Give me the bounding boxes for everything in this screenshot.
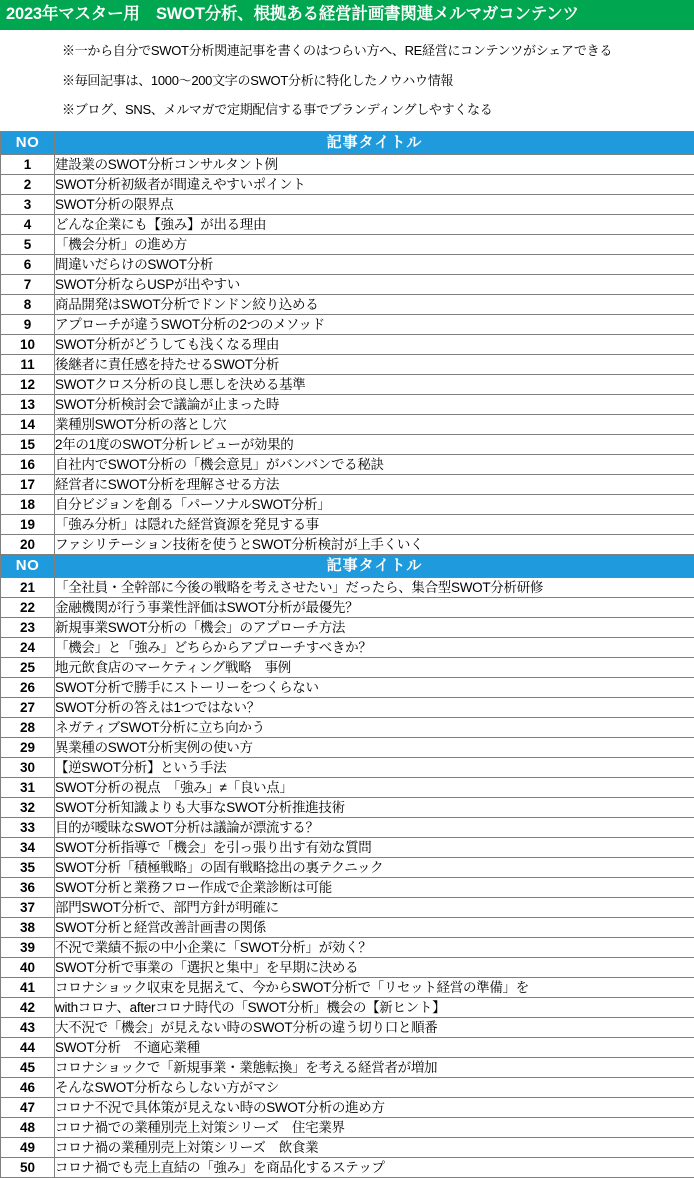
- row-article-title: コロナ禍での業種別売上対策シリーズ 住宅業界: [55, 1117, 694, 1137]
- table-row: [1, 374, 694, 394]
- row-article-title: 「機会」と「強み」どちらからアプローチすべきか？: [55, 637, 694, 657]
- table-row: [1, 254, 694, 274]
- table-row: [1, 597, 694, 617]
- row-number: 33: [1, 817, 55, 837]
- row-number: 16: [1, 454, 55, 474]
- row-article-title: 不況で業績不振の中小企業に「SWOT分析」が効く？: [55, 937, 694, 957]
- table-row: [1, 857, 694, 877]
- row-article-title: そんなSWOT分析ならしない方がマシ: [55, 1077, 694, 1097]
- row-number: 50: [1, 1157, 55, 1177]
- row-number: 19: [1, 514, 55, 534]
- table-row: [1, 214, 694, 234]
- row-article-title: 商品開発はSWOT分析でドンドン絞り込める: [55, 294, 694, 314]
- row-article-title: ネガティブSWOT分析に立ち向かう: [55, 717, 694, 737]
- row-number: 9: [1, 314, 55, 334]
- row-number: 6: [1, 254, 55, 274]
- row-number: 39: [1, 937, 55, 957]
- row-article-title: 目的が曖昧なSWOT分析は議論が漂流する？: [55, 817, 694, 837]
- row-number: 18: [1, 494, 55, 514]
- row-article-title: コロナショックで「新規事業・業態転換」を考える経営者が増加: [55, 1057, 694, 1077]
- row-article-title: コロナ禍の業種別売上対策シリーズ 飲食業: [55, 1137, 694, 1157]
- row-article-title: SWOT分析がどうしても浅くなる理由: [55, 334, 694, 354]
- row-number: 24: [1, 637, 55, 657]
- row-number: 27: [1, 697, 55, 717]
- row-number: 28: [1, 717, 55, 737]
- table-row: [1, 897, 694, 917]
- row-article-title: SWOT分析知識よりも大事なSWOT分析推進技術: [55, 797, 694, 817]
- table-row: [1, 657, 694, 677]
- table-row: [1, 777, 694, 797]
- row-article-title: アプローチが違うSWOT分析の2つのメソッド: [55, 314, 694, 334]
- table-row: [1, 717, 694, 737]
- row-number: 23: [1, 617, 55, 637]
- table-row: [1, 837, 694, 857]
- row-article-title: 2年の1度のSWOT分析レビューが効果的: [55, 434, 694, 454]
- row-number: 26: [1, 677, 55, 697]
- table-row: [1, 1077, 694, 1097]
- column-header-title: 記事タイトル: [55, 131, 694, 154]
- row-article-title: withコロナ、afterコロナ時代の「SWOT分析」機会の【新ヒント】: [55, 997, 694, 1017]
- row-article-title: 間違いだらけのSWOT分析: [55, 254, 694, 274]
- row-number: 30: [1, 757, 55, 777]
- row-number: 5: [1, 234, 55, 254]
- row-number: 21: [1, 577, 55, 597]
- row-article-title: SWOT分析と経営改善計画書の関係: [55, 917, 694, 937]
- table-row: [1, 394, 694, 414]
- row-number: 4: [1, 214, 55, 234]
- table-row: [1, 354, 694, 374]
- row-number: 48: [1, 1117, 55, 1137]
- row-article-title: SWOT分析ならUSPが出やすい: [55, 274, 694, 294]
- row-number: 10: [1, 334, 55, 354]
- row-article-title: SWOT分析指導で「機会」を引っ張り出す有効な質問: [55, 837, 694, 857]
- row-article-title: 大不況で「機会」が見えない時のSWOT分析の違う切り口と順番: [55, 1017, 694, 1037]
- row-number: 29: [1, 737, 55, 757]
- table-row: [1, 1037, 694, 1057]
- row-number: 14: [1, 414, 55, 434]
- note-line: ※一から自分でSWOT分析関連記事を書くのはつらい方へ、RE経営にコンテンツがシェアできる: [0, 36, 694, 66]
- table-row: [1, 334, 694, 354]
- row-number: 12: [1, 374, 55, 394]
- row-number: 25: [1, 657, 55, 677]
- row-number: 35: [1, 857, 55, 877]
- table-row: [1, 1117, 694, 1137]
- row-number: 32: [1, 797, 55, 817]
- row-article-title: SWOT分析初級者が間違えやすいポイント: [55, 174, 694, 194]
- row-number: 42: [1, 997, 55, 1017]
- table-row: [1, 637, 694, 657]
- row-number: 43: [1, 1017, 55, 1037]
- table-row: [1, 997, 694, 1017]
- row-number: 37: [1, 897, 55, 917]
- row-number: 1: [1, 154, 55, 174]
- table-row: [1, 757, 694, 777]
- table-row: [1, 154, 694, 174]
- row-article-title: SWOT分析の限界点: [55, 194, 694, 214]
- table-row: [1, 234, 694, 254]
- table-row: [1, 1157, 694, 1177]
- table-row: [1, 454, 694, 474]
- row-number: 38: [1, 917, 55, 937]
- table-row: [1, 917, 694, 937]
- table-row: [1, 977, 694, 997]
- row-article-title: 建設業のSWOT分析コンサルタント例: [55, 154, 694, 174]
- row-article-title: 自分ビジョンを創る「パーソナルSWOT分析」: [55, 494, 694, 514]
- table-row: [1, 174, 694, 194]
- column-header-no: NO: [1, 554, 55, 577]
- row-article-title: SWOT分析の答えは1つではない？: [55, 697, 694, 717]
- table-row: [1, 817, 694, 837]
- row-article-title: SWOT分析検討会で議論が止まった時: [55, 394, 694, 414]
- row-number: 41: [1, 977, 55, 997]
- row-number: 20: [1, 534, 55, 554]
- table-row: [1, 474, 694, 494]
- row-number: 13: [1, 394, 55, 414]
- row-number: 8: [1, 294, 55, 314]
- row-article-title: SWOT分析で事業の「選択と集中」を早期に決める: [55, 957, 694, 977]
- row-number: 22: [1, 597, 55, 617]
- row-number: 11: [1, 354, 55, 374]
- row-article-title: 後継者に責任感を持たせるSWOT分析: [55, 354, 694, 374]
- row-article-title: 金融機関が行う事業性評価はSWOT分析が最優先？: [55, 597, 694, 617]
- table-row: [1, 677, 694, 697]
- row-number: 3: [1, 194, 55, 214]
- row-number: 7: [1, 274, 55, 294]
- row-article-title: 業種別SWOT分析の落とし穴: [55, 414, 694, 434]
- column-header-no: NO: [1, 131, 55, 154]
- row-article-title: 「全社員・全幹部に今後の戦略を考えさせたい」だったら、集合型SWOT分析研修: [55, 577, 694, 597]
- row-article-title: SWOT分析「積極戦略」の固有戦略捻出の裏テクニック: [55, 857, 694, 877]
- row-article-title: SWOT分析の視点 「強み」≠「良い点」: [55, 777, 694, 797]
- row-number: 45: [1, 1057, 55, 1077]
- row-number: 40: [1, 957, 55, 977]
- table-row: [1, 494, 694, 514]
- row-article-title: SWOT分析で勝手にストーリーをつくらない: [55, 677, 694, 697]
- table-row: [1, 414, 694, 434]
- row-article-title: 部門SWOT分析で、部門方針が明確に: [55, 897, 694, 917]
- table-row: [1, 274, 694, 294]
- note-line: ※毎回記事は、1000〜200文字のSWOT分析に特化したノウハウ情報: [0, 66, 694, 96]
- table-row: [1, 194, 694, 214]
- row-article-title: 「強み分析」は隠れた経営資源を発見する事: [55, 514, 694, 534]
- table-row: [1, 294, 694, 314]
- note-line: ※ブログ、SNS、メルマガで定期配信する事でブランディングしやすくなる: [0, 95, 694, 125]
- row-number: 44: [1, 1037, 55, 1057]
- table-row: [1, 1137, 694, 1157]
- row-number: 15: [1, 434, 55, 454]
- row-article-title: コロナ禍でも売上直結の「強み」を商品化するステップ: [55, 1157, 694, 1177]
- table-row: [1, 797, 694, 817]
- row-number: 17: [1, 474, 55, 494]
- page-title: 2023年マスター用 SWOT分析、根拠ある経営計画書関連メルマガコンテンツ: [0, 0, 694, 30]
- table-header-row: [1, 554, 694, 577]
- table-row: [1, 957, 694, 977]
- row-article-title: ファシリテーション技術を使うとSWOT分析検討が上手くいく: [55, 534, 694, 554]
- table-row: [1, 937, 694, 957]
- table-header-row: [1, 131, 694, 154]
- row-article-title: 自社内でSWOT分析の「機会意見」がバンバンでる秘訣: [55, 454, 694, 474]
- row-article-title: 異業種のSWOT分析実例の使い方: [55, 737, 694, 757]
- article-list-table: [0, 131, 694, 1178]
- row-article-title: 地元飲食店のマーケティング戦略 事例: [55, 657, 694, 677]
- row-article-title: 「機会分析」の進め方: [55, 234, 694, 254]
- row-article-title: コロナ不況で具体策が見えない時のSWOT分析の進め方: [55, 1097, 694, 1117]
- table-row: [1, 697, 694, 717]
- table-row: [1, 314, 694, 334]
- table-row: [1, 1057, 694, 1077]
- row-article-title: SWOTクロス分析の良し悪しを決める基準: [55, 374, 694, 394]
- row-article-title: 新規事業SWOT分析の「機会」のアプローチ方法: [55, 617, 694, 637]
- row-number: 36: [1, 877, 55, 897]
- row-number: 34: [1, 837, 55, 857]
- table-row: [1, 534, 694, 554]
- row-article-title: コロナショック収束を見据えて、今からSWOT分析で「リセット経営の準備」を: [55, 977, 694, 997]
- table-row: [1, 434, 694, 454]
- row-article-title: どんな企業にも【強み】が出る理由: [55, 214, 694, 234]
- table-row: [1, 1017, 694, 1037]
- column-header-title: 記事タイトル: [55, 554, 694, 577]
- row-article-title: SWOT分析と業務フロー作成で企業診断は可能: [55, 877, 694, 897]
- table-row: [1, 1097, 694, 1117]
- row-number: 31: [1, 777, 55, 797]
- notes-block: [0, 30, 694, 131]
- table-row: [1, 877, 694, 897]
- table-row: [1, 617, 694, 637]
- table-row: [1, 577, 694, 597]
- row-number: 47: [1, 1097, 55, 1117]
- row-article-title: 経営者にSWOT分析を理解させる方法: [55, 474, 694, 494]
- row-number: 46: [1, 1077, 55, 1097]
- row-article-title: 【逆SWOT分析】という手法: [55, 757, 694, 777]
- table-row: [1, 737, 694, 757]
- table-row: [1, 514, 694, 534]
- row-number: 49: [1, 1137, 55, 1157]
- row-number: 2: [1, 174, 55, 194]
- row-article-title: SWOT分析 不適応業種: [55, 1037, 694, 1057]
